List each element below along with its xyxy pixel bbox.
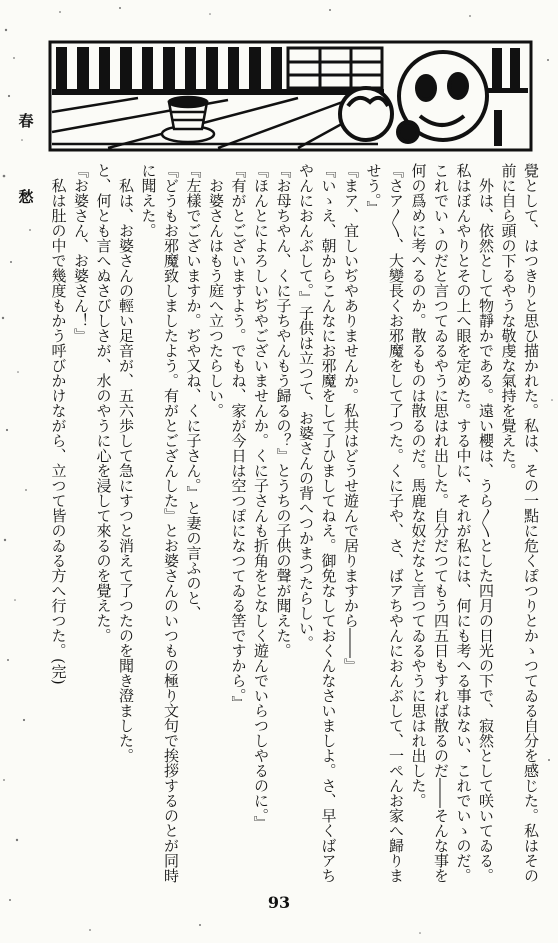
text-column: に聞えた。 — [139, 163, 158, 238]
text-column: 前に自ら頭の下るやうな敬虔な氣持を覺えた。 — [499, 163, 518, 478]
text-column: せう。』 — [364, 163, 383, 216]
text-column: 覺として、はつきりと思ひ描かれた。私は、その一點に危くぽつりとかゝつてゐる自分を感じた。私はその — [522, 163, 540, 883]
text-column: と、何とも言へぬさびしさが、水のやうに心を浸して來るのを覺えた。 — [94, 163, 113, 643]
body-text — [47, 163, 542, 898]
text-column: 『お婆さん、お婆さん！』 — [72, 163, 90, 343]
page-number: 93 — [267, 893, 291, 912]
text-column: 私は、お婆さんの輕い足音が、五六歩して急にすつと消えて了つたのを聞き澄ました。 — [117, 178, 135, 763]
text-column: 『いゝえ、朝からこんなにお邪魔をして了ひましてねえ。御免なしておくんなさいましよ。さ、早くばアち — [319, 163, 338, 883]
text-column: 『まア、宜しいぢやありませんか。私共はどうせ遊んで居りますから――』 — [342, 163, 360, 673]
text-column: やんにおんぶして。』子供は立つて、お婆さんの背へつかまつたらしい。 — [297, 163, 315, 651]
text-column: 何の爲めに考へるのか。散るものは散るのだ。馬鹿な奴だなと言つてゐるやうに思はれ出した。 — [409, 163, 428, 808]
text-column: 私はぼんやりとその上へ眼を定めた。する中に、それが私には、何にも考へる事はない、これでいゝのだ。 — [454, 163, 473, 883]
running-title-char: 春 — [18, 112, 34, 130]
text-column: 私は肚の中で幾度もかう呼びかけながら、立つて皆のゐる方へ行つた。(完) — [49, 178, 68, 685]
text-column: 『左樣でございますか。ぢや又ね、くに子さん。』と妻の言ふのと、 — [184, 163, 203, 621]
text-column: 『有がとございますよう。でもね、家が今日は空つぽになつてゐる筈ですから。』 — [229, 163, 248, 711]
text-column: これでいゝのだと言つてゐるやうに思はれ出した。自分だつてもう四五日もすれば散るのだ――そんな事を — [432, 163, 450, 883]
header-illustration — [48, 40, 533, 152]
text-column: お婆さんはもう庭へ立つたらしい。 — [207, 178, 225, 418]
running-title-char: 愁 — [18, 188, 34, 206]
text-column: 『お母ちやん、くに子ちやんもう歸るの？』とうちの子供の聲が聞えた。 — [274, 163, 293, 658]
text-column: 『さア〳〵、大變長くお邪魔をして了つた。くに子や、さ、ばアちやんにおんぶして、一ぺんお家へ歸りま — [387, 163, 405, 883]
text-column: 外は、依然として物靜かである。遠い櫻は、うら〳〵とした四月の日光の下で、寂然として咲いてゐる。 — [477, 178, 495, 883]
text-column: 『どうもお邪魔致しましたよう。有がとござんした』とお婆さんのいつもの極り文句で挨拶するのとが同時 — [162, 163, 180, 883]
text-column: 『ほんとによろしいぢやございませんか。くに子さんも折角をとなしく遊んでいらつしやるのに。』 — [252, 163, 270, 831]
